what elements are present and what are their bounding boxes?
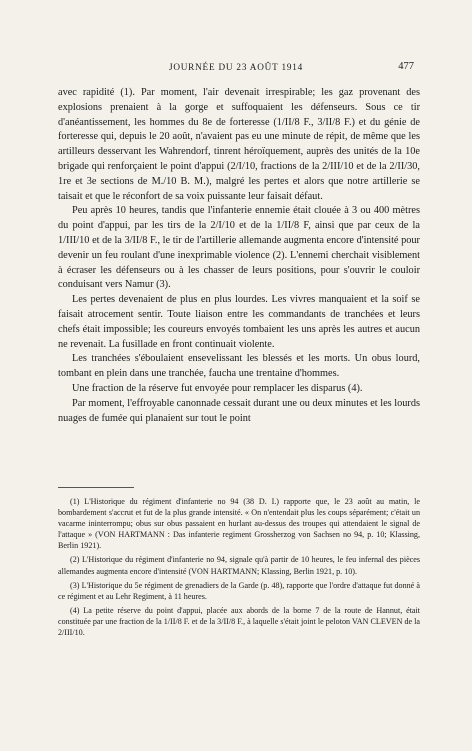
paragraph: Peu après 10 heures, tandis que l'infanterie ennemie était clouée à 3 ou 400 mètres du point d'appui, par les tirs de la 2/I/10 et de la 1/II/8 F, ainsi que par ceux de la 1/III/10 et de la 3/II/8 F., le tir de l'artillerie allemande augmenta encore d'intensité pour devenir un feu roulant d'une inexprimable violence (2). L'ennemi cherchait visiblement à écraser les défenseurs ou à les chasser de leurs positions, pour s'ouvrir le couloir conduisant vers Namur (3). bbox=[58, 205, 420, 291]
footnote: (1) L'Historique du régiment d'infanterie no 94 (38 D. I.) rapporte que, le 23 août au matin, le bombardement s'accrut et fut de la plus grande intensité. « On n'entendait plus les coups séparément; c'était un vacarme ininterrompu; obus sur obus passaient en hurlant au-dessus des troupes qui attendaient le signal de l'attaque » (VON HARTMANN : Das infanterie regiment Grossherzog von Sachsen no 94, p. 10; Klassing, Berlin 1921). bbox=[58, 497, 420, 551]
running-title: JOURNÉE DU 23 AOÛT 1914 bbox=[168, 62, 304, 72]
paragraph: Une fraction de la réserve fut envoyée pour remplacer les disparus (4). bbox=[72, 382, 363, 394]
page-number: 477 bbox=[398, 61, 414, 72]
footnote-divider bbox=[58, 487, 134, 488]
footnotes bbox=[58, 496, 420, 641]
page-header bbox=[0, 62, 472, 76]
body-text bbox=[58, 86, 420, 426]
paragraph: avec rapidité (1). Par moment, l'air devenait irrespirable; les gaz provenant des explosions prenaient à la gorge et suffoquaient les défenseurs. Sous ce tir d'anéantissement, les hommes du 8e de forteresse (1/II/8 F., 3/II/8 F.) et du génie de forteresse qui, depuis le 20 août, n'avaient pas eu une minute de répit, de même que les artilleurs desservant les Wahrendorf, tinrent héroïquement, auprès des unités de la 10e brigade qui renforçaient le point d'appui (2/I/10, fractions de la 2/III/10 et de la 2/II/30, 1re et 3e sections de M./10 B. M.), malgré les pertes et alors que notre artillerie se taisait et que le réconfort de sa voix puissante leur faisait défaut. bbox=[58, 87, 420, 202]
paragraph: Les tranchées s'éboulaient ensevelissant les blessés et les morts. Un obus lourd, tombant en plein dans une tranchée, faucha une trentaine d'hommes. bbox=[58, 353, 420, 380]
paragraph: Les pertes devenaient de plus en plus lourdes. Les vivres manquaient et la soif se faisait atrocement sentir. Toute liaison entre les commandants de tranchées et leurs chefs était impossible; les coureurs envoyés tombaient les uns après les autres et aucun ne revenait. La fusillade en front continuait violente. bbox=[58, 294, 420, 350]
paragraph: Par moment, l'effroyable canonnade cessait durant une ou deux minutes et les lourds nuages de fumée qui planaient sur tout le point bbox=[58, 397, 420, 424]
footnote: (2) L'Historique du régiment d'infanterie no 94, signale qu'à partir de 10 heures, le feu infernal des pièces allemandes augmenta encore d'intensité (VON HARTMANN; Klassing, Berlin 1921, p. 10). bbox=[58, 555, 420, 576]
footnote: (3) L'Historique du 5e régiment de grenadiers de la Garde (p. 48), rapporte que l'ordre d'attaque fut donné à ce régiment et au Lehr Regiment, à 11 heures. bbox=[58, 580, 420, 601]
footnote: (4) La petite réserve du point d'appui, placée aux abords de la borne 7 de la route de Hannut, était constituée par une fraction de la 1/II/8 F. et de la 3/II/8 F., à laquelle s'était joint le peloton VAN CLEVEN de la 2/III/10. bbox=[58, 605, 420, 638]
